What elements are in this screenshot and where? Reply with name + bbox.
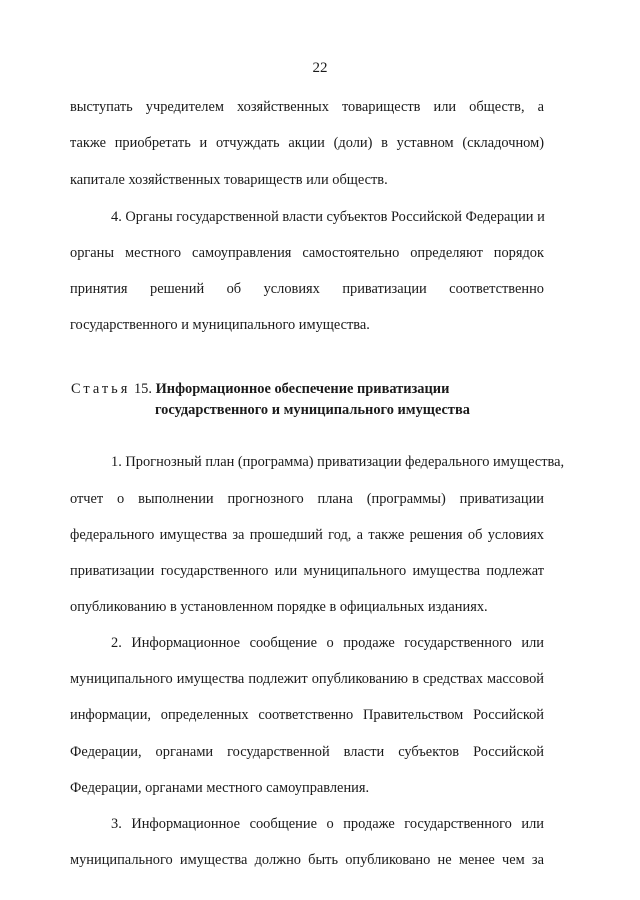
paragraph-2-first-line: 2. Информационное сообщение о продаже государственного или xyxy=(111,635,544,651)
text-line: выступать учредителем хозяйственных товариществ или обществ, а xyxy=(70,99,544,115)
text-line: органы местного самоуправления самостоятельно определяют порядок xyxy=(70,245,544,261)
page-number: 22 xyxy=(312,60,328,76)
article-title-line2: государственного и муниципального имущества xyxy=(155,402,470,418)
article-label: Статья xyxy=(71,381,131,397)
text-line: федерального имущества за прошедший год, а также решения об условиях xyxy=(70,527,544,543)
text-line: приватизации государственного или муниципального имущества подлежат xyxy=(70,563,544,579)
text-line: муниципального имущества подлежит опубликованию в средствах массовой xyxy=(70,671,544,687)
paragraph-3-first-line: 3. Информационное сообщение о продаже государственного или xyxy=(111,816,544,832)
text-line: Федерации, органами государственной власти субъектов Российской xyxy=(70,744,544,760)
text-line: муниципального имущества должно быть опубликовано не менее чем за xyxy=(70,852,544,868)
text-line: отчет о выполнении прогнозного плана (программы) приватизации xyxy=(70,491,544,507)
text-line: информации, определенных соответственно Правительством Российской xyxy=(70,707,544,723)
paragraph-4-first-line: 4. Органы государственной власти субъектов Российской Федерации и xyxy=(111,209,545,225)
text-line: принятия решений об условиях приватизации соответственно xyxy=(70,281,544,297)
article-heading xyxy=(71,379,449,399)
text-line: государственного и муниципального имущества. xyxy=(70,317,370,333)
text-line: Федерации, органами местного самоуправления. xyxy=(70,780,370,796)
paragraph-1-first-line: 1. Прогнозный план (программа) приватизации федерального имущества, xyxy=(111,454,565,470)
text-line: опубликованию в установленном порядке в официальных изданиях. xyxy=(70,599,488,615)
article-number: 15. xyxy=(133,381,152,397)
text-line: капитале хозяйственных товариществ или обществ. xyxy=(70,172,388,188)
article-title-line1: Информационное обеспечение приватизации xyxy=(155,381,450,397)
text-line: также приобретать и отчуждать акции (доли) в уставном (складочном) xyxy=(70,135,544,151)
